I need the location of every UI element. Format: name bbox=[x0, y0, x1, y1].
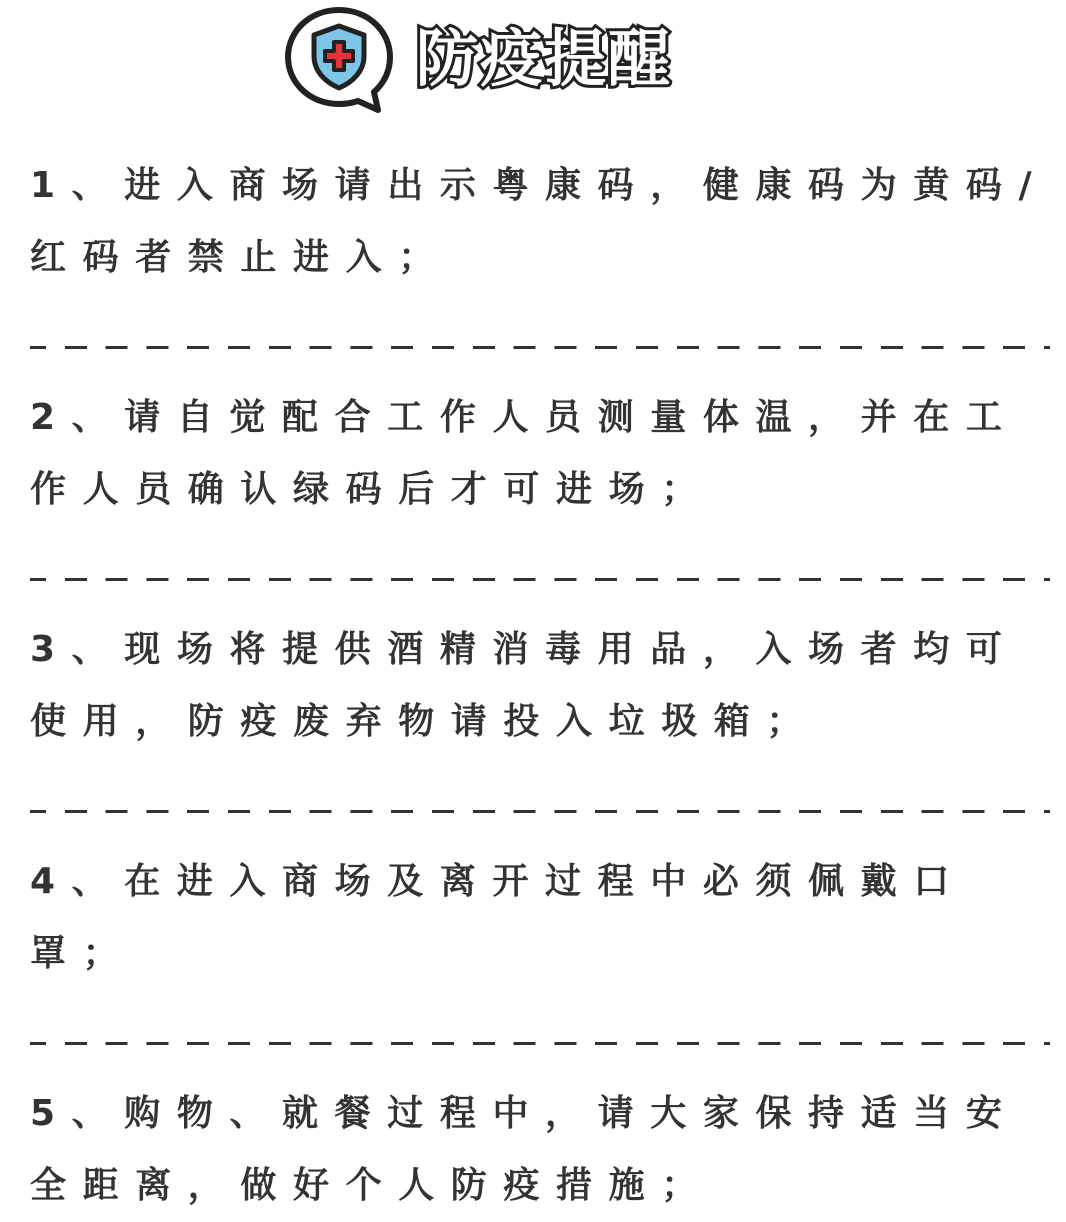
header bbox=[282, 4, 676, 114]
page-title: 防疫提醒 bbox=[412, 22, 676, 96]
medical-shield-speech-bubble-icon bbox=[282, 4, 396, 114]
notice-item-5: 5、购物、就餐过程中，请大家保持适当安全距离，做好个人防疫措施； bbox=[30, 1093, 1019, 1206]
notice-item-3: 3、现场将提供酒精消毒用品，入场者均可使用，防疫废弃物请投入垃圾箱； bbox=[30, 629, 1019, 742]
dashed-divider bbox=[30, 562, 1050, 596]
notice-item-4: 4、在进入商场及离开过程中必须佩戴口罩； bbox=[30, 861, 966, 974]
dashed-divider bbox=[30, 330, 1050, 364]
dashed-divider bbox=[30, 794, 1050, 828]
notice-item-1: 1、进入商场请出示粤康码，健康码为黄码/红码者禁止进入； bbox=[30, 165, 1049, 278]
dashed-divider bbox=[30, 1026, 1050, 1060]
notice-list bbox=[30, 150, 1050, 1222]
notice-item-2: 2、请自觉配合工作人员测量体温，并在工作人员确认绿码后才可进场； bbox=[30, 397, 1019, 510]
